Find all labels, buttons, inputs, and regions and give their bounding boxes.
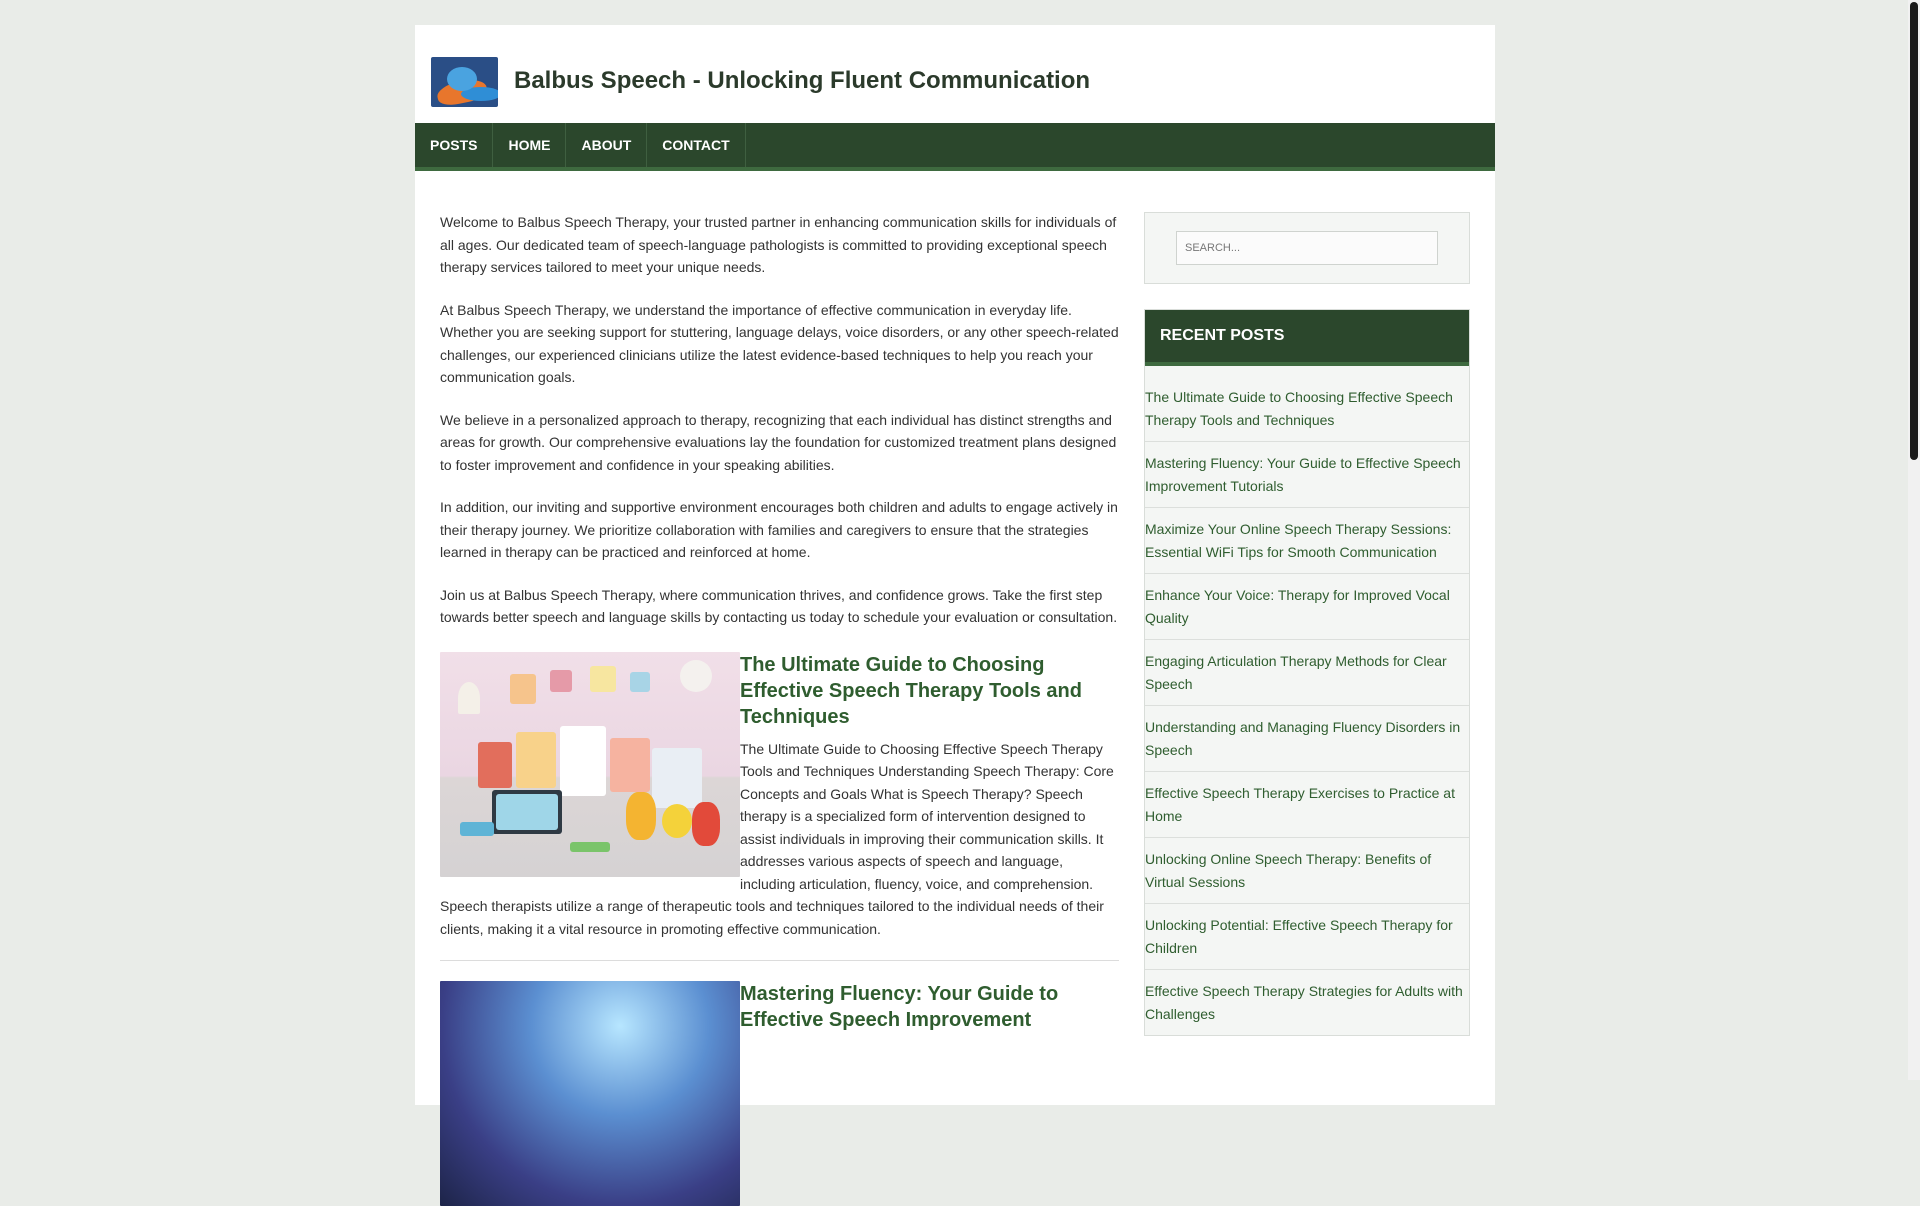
- intro-paragraph: Welcome to Balbus Speech Therapy, your trusted partner in enhancing communication skills for individuals of all ages. Our dedicated team of speech-language pathologists is committed to providing exceptional speech therapy services tailored to meet your unique needs.: [440, 214, 1117, 275]
- recent-post-link[interactable]: Understanding and Managing Fluency Disorders in Speech: [1145, 716, 1469, 772]
- search-input[interactable]: [1176, 231, 1438, 265]
- page-scrollbar[interactable]: [1908, 0, 1920, 1080]
- post-excerpt: The Ultimate Guide to Choosing Effective Speech Therapy Tools and Techniques Understanding Speech Therapy: Core Concepts and Goals What is Speech Therapy? Speech therapy is a specialized form of intervention designed to assist individuals in improving their communication skills. It addresses various aspects of speech and language, including articulation, fluency, voice, and comprehension. Speech therapists utilize a range of therapeutic tools and techniques tailored to the individual needs of their clients, making it a vital resource in promoting effective communication.: [440, 740, 1114, 937]
- logo-orb: [447, 67, 477, 91]
- recent-post-link[interactable]: Maximize Your Online Speech Therapy Sessions: Essential WiFi Tips for Smooth Communication: [1145, 518, 1469, 574]
- speech-logo-icon[interactable]: [431, 57, 498, 107]
- post-thumbnail[interactable]: [440, 652, 740, 877]
- intro-paragraph: At Balbus Speech Therapy, we understand the importance of effective communication in everyday life. Whether you are seeking support for stuttering, language delays, voice disorders, or any other speech-related challenges, our experienced clinicians utilize the latest evidence-based techniques to help you reach your communication goals.: [440, 301, 1119, 385]
- recent-post-link[interactable]: Mastering Fluency: Your Guide to Effective Speech Improvement Tutorials: [1145, 452, 1469, 508]
- intro-paragraph: Join us at Balbus Speech Therapy, where communication thrives, and confidence grows. Take the first step towards better speech and language skills by contacting us today to schedule your evaluation or consultation.: [440, 586, 1118, 625]
- recent-post-link[interactable]: Effective Speech Therapy Strategies for Adults with Challenges: [1145, 983, 1463, 1022]
- post-item: [440, 652, 1119, 941]
- nav-about[interactable]: ABOUT: [566, 123, 647, 167]
- intro-paragraph: In addition, our inviting and supportive environment encourages both children and adults to engage actively in their therapy journey. We prioritize collaboration with families and caregivers to ensure that the strategies learned in therapy can be practiced and reinforced at home.: [440, 499, 1118, 560]
- post-divider: [440, 960, 1119, 961]
- nav-posts[interactable]: POSTS: [415, 123, 493, 167]
- recent-posts-list: [1145, 366, 1469, 1035]
- recent-post-link[interactable]: Unlocking Potential: Effective Speech Therapy for Children: [1145, 914, 1469, 970]
- nav-home[interactable]: HOME: [493, 123, 566, 167]
- post-item: [440, 981, 1119, 1206]
- main-nav: [415, 123, 1495, 171]
- recent-post-link[interactable]: Effective Speech Therapy Exercises to Practice at Home: [1145, 782, 1469, 838]
- nav-contact[interactable]: CONTACT: [647, 123, 745, 167]
- scrollbar-thumb[interactable]: [1910, 2, 1918, 460]
- recent-post-link[interactable]: Engaging Articulation Therapy Methods for Clear Speech: [1145, 650, 1469, 706]
- site-header: [415, 25, 1495, 123]
- post-title[interactable]: The Ultimate Guide to Choosing Effective Speech Therapy Tools and Techniques: [740, 653, 1082, 728]
- recent-post-link[interactable]: Unlocking Online Speech Therapy: Benefits of Virtual Sessions: [1145, 848, 1469, 904]
- search-widget: [1144, 212, 1470, 284]
- post-title[interactable]: Mastering Fluency: Your Guide to Effective Speech Improvement: [740, 983, 1059, 1031]
- main-content: [440, 211, 1119, 1206]
- page-container: [415, 25, 1495, 1105]
- recent-post-link[interactable]: Enhance Your Voice: Therapy for Improved Vocal Quality: [1145, 584, 1469, 640]
- sidebar: [1144, 212, 1470, 1036]
- post-thumbnail[interactable]: [440, 981, 740, 1206]
- intro-paragraph: We believe in a personalized approach to therapy, recognizing that each individual has distinct strengths and areas for growth. Our comprehensive evaluations lay the foundation for customized treatment plans designed to foster improvement and confidence in your speaking abilities.: [440, 411, 1117, 473]
- recent-post-link[interactable]: The Ultimate Guide to Choosing Effective Speech Therapy Tools and Techniques: [1145, 386, 1469, 442]
- recent-posts-widget: [1144, 309, 1470, 1036]
- recent-posts-heading: RECENT POSTS: [1145, 310, 1469, 366]
- site-title[interactable]: Balbus Speech - Unlocking Fluent Communication: [514, 67, 1091, 94]
